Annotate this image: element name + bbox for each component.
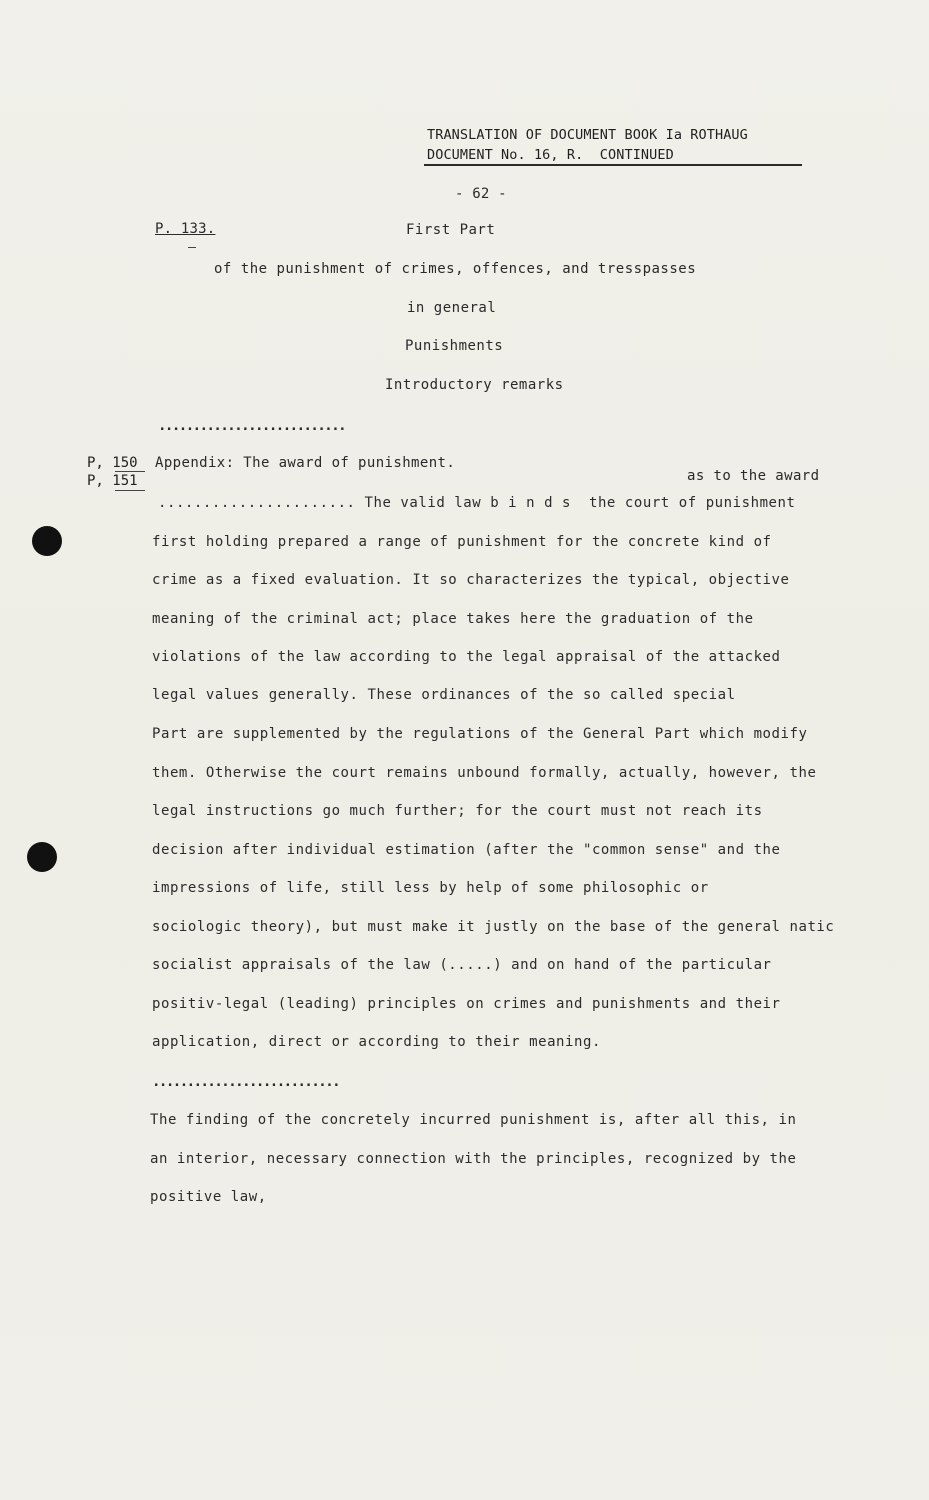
page-number: - 62 - [455, 186, 507, 202]
section-title-first-part: First Part [406, 222, 496, 238]
paragraph1-line: first holding prepared a range of punishment for the concrete kind of [152, 534, 772, 550]
paragraph1-line: socialist appraisals of the law (.....) and on hand of the particular [152, 957, 772, 973]
paragraph1-line: ...................... The valid law b i n d s the court of punishment [158, 495, 796, 511]
ellipsis-row-1: ........................... [158, 418, 346, 434]
margin-ref-p151-text: P, 151 [87, 473, 138, 489]
header-title-line2: DOCUMENT No. 16, R. CONTINUED [427, 147, 674, 163]
paragraph2-line: an interior, necessary connection with the principles, recognized by the [150, 1151, 797, 1167]
section-subtitle: of the punishment of crimes, offences, and tresspasses [214, 261, 697, 277]
paragraph1-line: crime as a fixed evaluation. It so characterizes the typical, objective [152, 572, 790, 588]
appendix-heading: Appendix: The award of punishment. [155, 455, 456, 471]
punch-hole-lower [27, 842, 57, 872]
paragraph1-line: sociologic theory), but must make it justly on the base of the general natic [152, 919, 835, 935]
insertion-annotation: as to the award [687, 468, 820, 484]
paragraph1-line: legal instructions go much further; for the court must not reach its [152, 803, 763, 819]
paragraph2-line: positive law, [150, 1189, 267, 1205]
margin-ref-underline [115, 490, 145, 491]
tick-mark [188, 247, 196, 248]
punch-hole-upper [32, 526, 62, 556]
margin-ref-divider [115, 471, 145, 472]
paragraph1-line: impressions of life, still less by help of some philosophic or [152, 880, 709, 896]
section-in-general: in general [407, 300, 497, 316]
paragraph1-line: positiv-legal (leading) principles on crimes and punishments and their [152, 996, 781, 1012]
section-punishments: Punishments [405, 338, 504, 354]
margin-ref-p151 [87, 473, 138, 489]
page-reference-133: P. 133. [155, 221, 216, 237]
header-title-line1: TRANSLATION OF DOCUMENT BOOK Ia ROTHAUG [427, 127, 748, 143]
ellipsis-row-2: ........................... [152, 1074, 340, 1090]
paragraph1-line: them. Otherwise the court remains unbound formally, actually, however, the [152, 765, 817, 781]
margin-ref-p150-text: P, 150 [87, 455, 138, 471]
section-introductory-remarks: Introductory remarks [385, 377, 564, 393]
paragraph1-line: violations of the law according to the legal appraisal of the attacked [152, 649, 781, 665]
paragraph1-line: Part are supplemented by the regulations of the General Part which modify [152, 726, 808, 742]
margin-ref-p150 [87, 455, 138, 471]
header-underline [424, 164, 802, 166]
paragraph1-line: application, direct or according to their meaning. [152, 1034, 601, 1050]
paragraph1-line: decision after individual estimation (after the "common sense" and the [152, 842, 781, 858]
paragraph1-line: legal values generally. These ordinances of the so called special [152, 687, 736, 703]
paragraph2-line: The finding of the concretely incurred punishment is, after all this, in [150, 1112, 797, 1128]
paragraph1-line: meaning of the criminal act; place takes here the graduation of the [152, 611, 754, 627]
